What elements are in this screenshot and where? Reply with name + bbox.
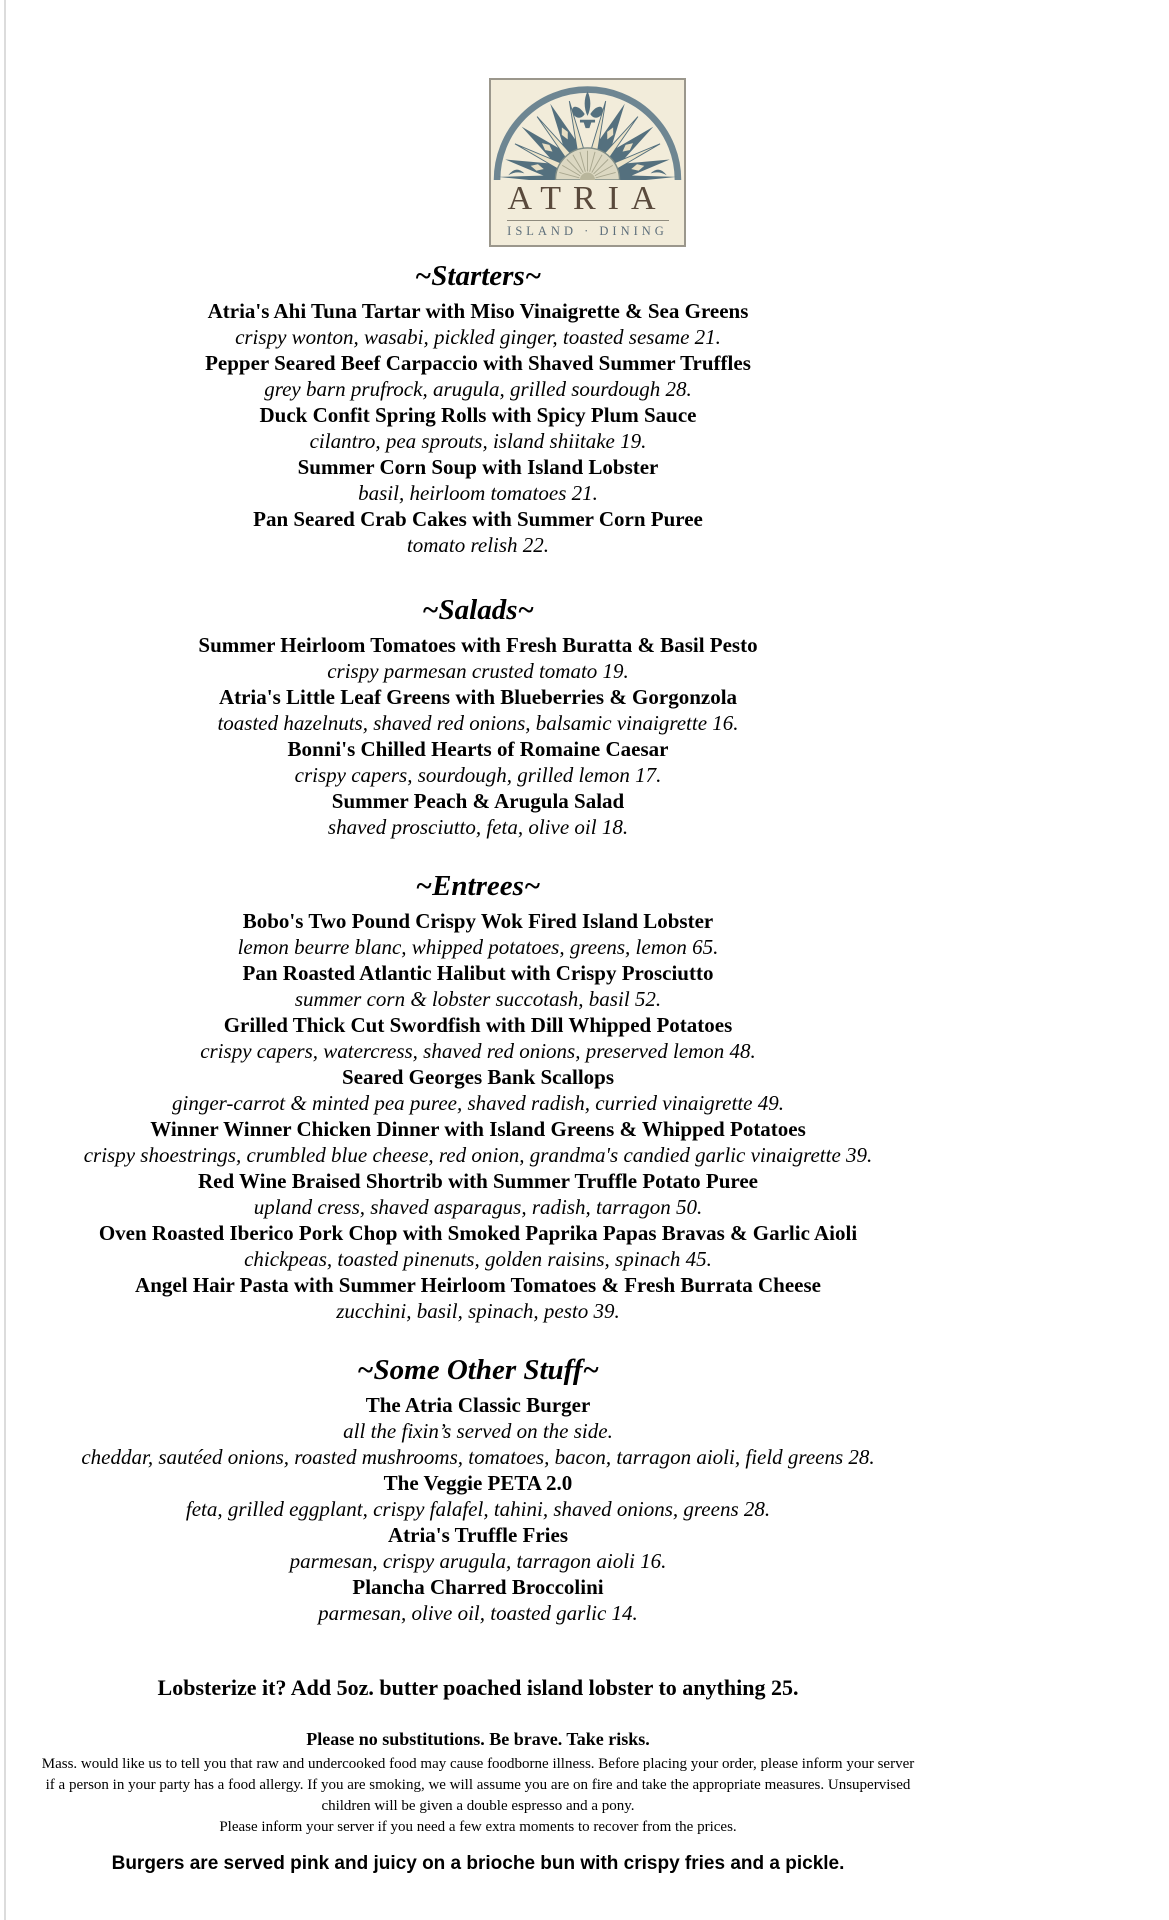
menu-content xyxy=(0,260,956,1876)
burger-note: Burgers are served pink and juicy on a brioche bun with crispy fries and a pickle. xyxy=(111,1853,845,1874)
brand-tagline: ISLAND · DINING xyxy=(507,224,668,238)
fine-print-line: Mass. would like us to tell you that raw and undercooked food may cause foodborne illness. Before placing your order, please inform your server xyxy=(41,1756,915,1772)
menu-item-desc: shaved prosciutto, feta, olive oil 18. xyxy=(327,815,629,839)
menu-item-name: Summer Peach & Arugula Salad xyxy=(331,789,625,813)
menu-item-desc: lemon beurre blanc, whipped potatoes, greens, lemon 65. xyxy=(237,935,719,959)
restaurant-logo xyxy=(489,78,686,247)
menu-item-name: Seared Georges Bank Scallops xyxy=(341,1065,615,1089)
menu-item-desc: crispy wonton, wasabi, pickled ginger, toasted sesame 21. xyxy=(235,325,721,349)
no-substitutions-notice: Please no substitutions. Be brave. Take risks. xyxy=(306,1729,650,1749)
menu-item-desc: crispy capers, sourdough, grilled lemon 17. xyxy=(294,763,662,787)
brand-name: ATRIA xyxy=(507,180,668,217)
menu-item-name: Duck Confit Spring Rolls with Spicy Plum Sauce xyxy=(259,403,697,427)
menu-item-desc: crispy shoestrings, crumbled blue cheese, red onion, grandma's candied garlic vinaigrette 39. xyxy=(83,1143,873,1167)
menu-item-desc: upland cress, shaved asparagus, radish, tarragon 50. xyxy=(253,1195,703,1219)
menu-item-name: The Veggie PETA 2.0 xyxy=(383,1471,573,1495)
menu-item-name: Pepper Seared Beef Carpaccio with Shaved Summer Truffles xyxy=(205,351,751,375)
menu-item-name: The Atria Classic Burger xyxy=(365,1393,591,1417)
menu-item-name: Summer Corn Soup with Island Lobster xyxy=(297,455,659,479)
prices-moments-line: Please inform your server if you need a few extra moments to recover from the prices. xyxy=(219,1819,737,1835)
menu-item-name: Winner Winner Chicken Dinner with Island Greens & Whipped Potatoes xyxy=(150,1117,806,1141)
menu-item-desc: cheddar, sautéed onions, roasted mushrooms, tomatoes, bacon, tarragon aioli, field greens 28. xyxy=(81,1445,875,1469)
section-title-some-other-stuff: ~Some Other Stuff~ xyxy=(357,1354,599,1386)
menu-item-desc: tomato relish 22. xyxy=(406,533,550,557)
menu-item-name: Pan Seared Crab Cakes with Summer Corn Puree xyxy=(253,507,703,531)
section-title-starters: ~Starters~ xyxy=(414,260,542,292)
menu-item-desc: grey barn prufrock, arugula, grilled sourdough 28. xyxy=(264,377,692,401)
section-title-entrees: ~Entrees~ xyxy=(415,870,541,902)
menu-item-desc: chickpeas, toasted pinenuts, golden raisins, spinach 45. xyxy=(244,1247,712,1271)
menu-item-desc: parmesan, olive oil, toasted garlic 14. xyxy=(318,1601,638,1625)
menu-item-desc: feta, grilled eggplant, crispy falafel, tahini, shaved onions, greens 28. xyxy=(185,1497,771,1521)
menu-item-desc: basil, heirloom tomatoes 21. xyxy=(358,481,598,505)
menu-item-desc: summer corn & lobster succotash, basil 52. xyxy=(294,987,662,1011)
fine-print-line: children will be given a double espresso and a pony. xyxy=(321,1798,635,1814)
menu-item-desc: zucchini, basil, spinach, pesto 39. xyxy=(336,1299,620,1323)
menu-item-name: Bonni's Chilled Hearts of Romaine Caesar xyxy=(287,737,669,761)
menu-item-desc: crispy parmesan crusted tomato 19. xyxy=(327,659,629,683)
menu-item-desc: ginger-carrot & minted pea puree, shaved radish, curried vinaigrette 49. xyxy=(172,1091,784,1115)
logo-divider xyxy=(507,220,669,221)
compass-rose-icon xyxy=(493,82,682,180)
fine-print xyxy=(0,1754,956,1838)
section-title-salads: ~Salads~ xyxy=(421,594,535,626)
menu-item-name: Atria's Ahi Tuna Tartar with Miso Vinaigrette & Sea Greens xyxy=(207,299,749,323)
menu-item-desc: cilantro, pea sprouts, island shiitake 19. xyxy=(309,429,647,453)
menu-item-name: Atria's Little Leaf Greens with Blueberries & Gorgonzola xyxy=(218,685,738,709)
menu-item-name: Grilled Thick Cut Swordfish with Dill Whipped Potatoes xyxy=(223,1013,733,1037)
menu-item-name: Summer Heirloom Tomatoes with Fresh Buratta & Basil Pesto xyxy=(198,633,758,657)
fine-print-line: if a person in your party has a food allergy. If you are smoking, we will assume you are on fire and take the appropriate measures. Unsupervised xyxy=(45,1777,911,1793)
menu-item-name: Angel Hair Pasta with Summer Heirloom Tomatoes & Fresh Burrata Cheese xyxy=(135,1273,821,1297)
menu-item-name: Plancha Charred Broccolini xyxy=(352,1575,604,1599)
menu-item-name: Bobo's Two Pound Crispy Wok Fired Island Lobster xyxy=(242,909,714,933)
menu-item-desc: parmesan, crispy arugula, tarragon aioli 16. xyxy=(289,1549,667,1573)
menu-item-name: Pan Roasted Atlantic Halibut with Crispy Prosciutto xyxy=(242,961,714,985)
menu-item-name: Atria's Truffle Fries xyxy=(387,1523,568,1547)
lobsterize-addon-line: Lobsterize it? Add 5oz. butter poached island lobster to anything 25. xyxy=(157,1675,799,1700)
menu-item-desc: all the fixin’s served on the side. xyxy=(343,1419,613,1443)
menu-item-name: Oven Roasted Iberico Pork Chop with Smoked Paprika Papas Bravas & Garlic Aioli xyxy=(98,1221,858,1245)
menu-item-name: Red Wine Braised Shortrib with Summer Truffle Potato Puree xyxy=(198,1169,758,1193)
menu-item-desc: crispy capers, watercress, shaved red onions, preserved lemon 48. xyxy=(200,1039,756,1063)
menu-item-desc: toasted hazelnuts, shaved red onions, balsamic vinaigrette 16. xyxy=(217,711,739,735)
